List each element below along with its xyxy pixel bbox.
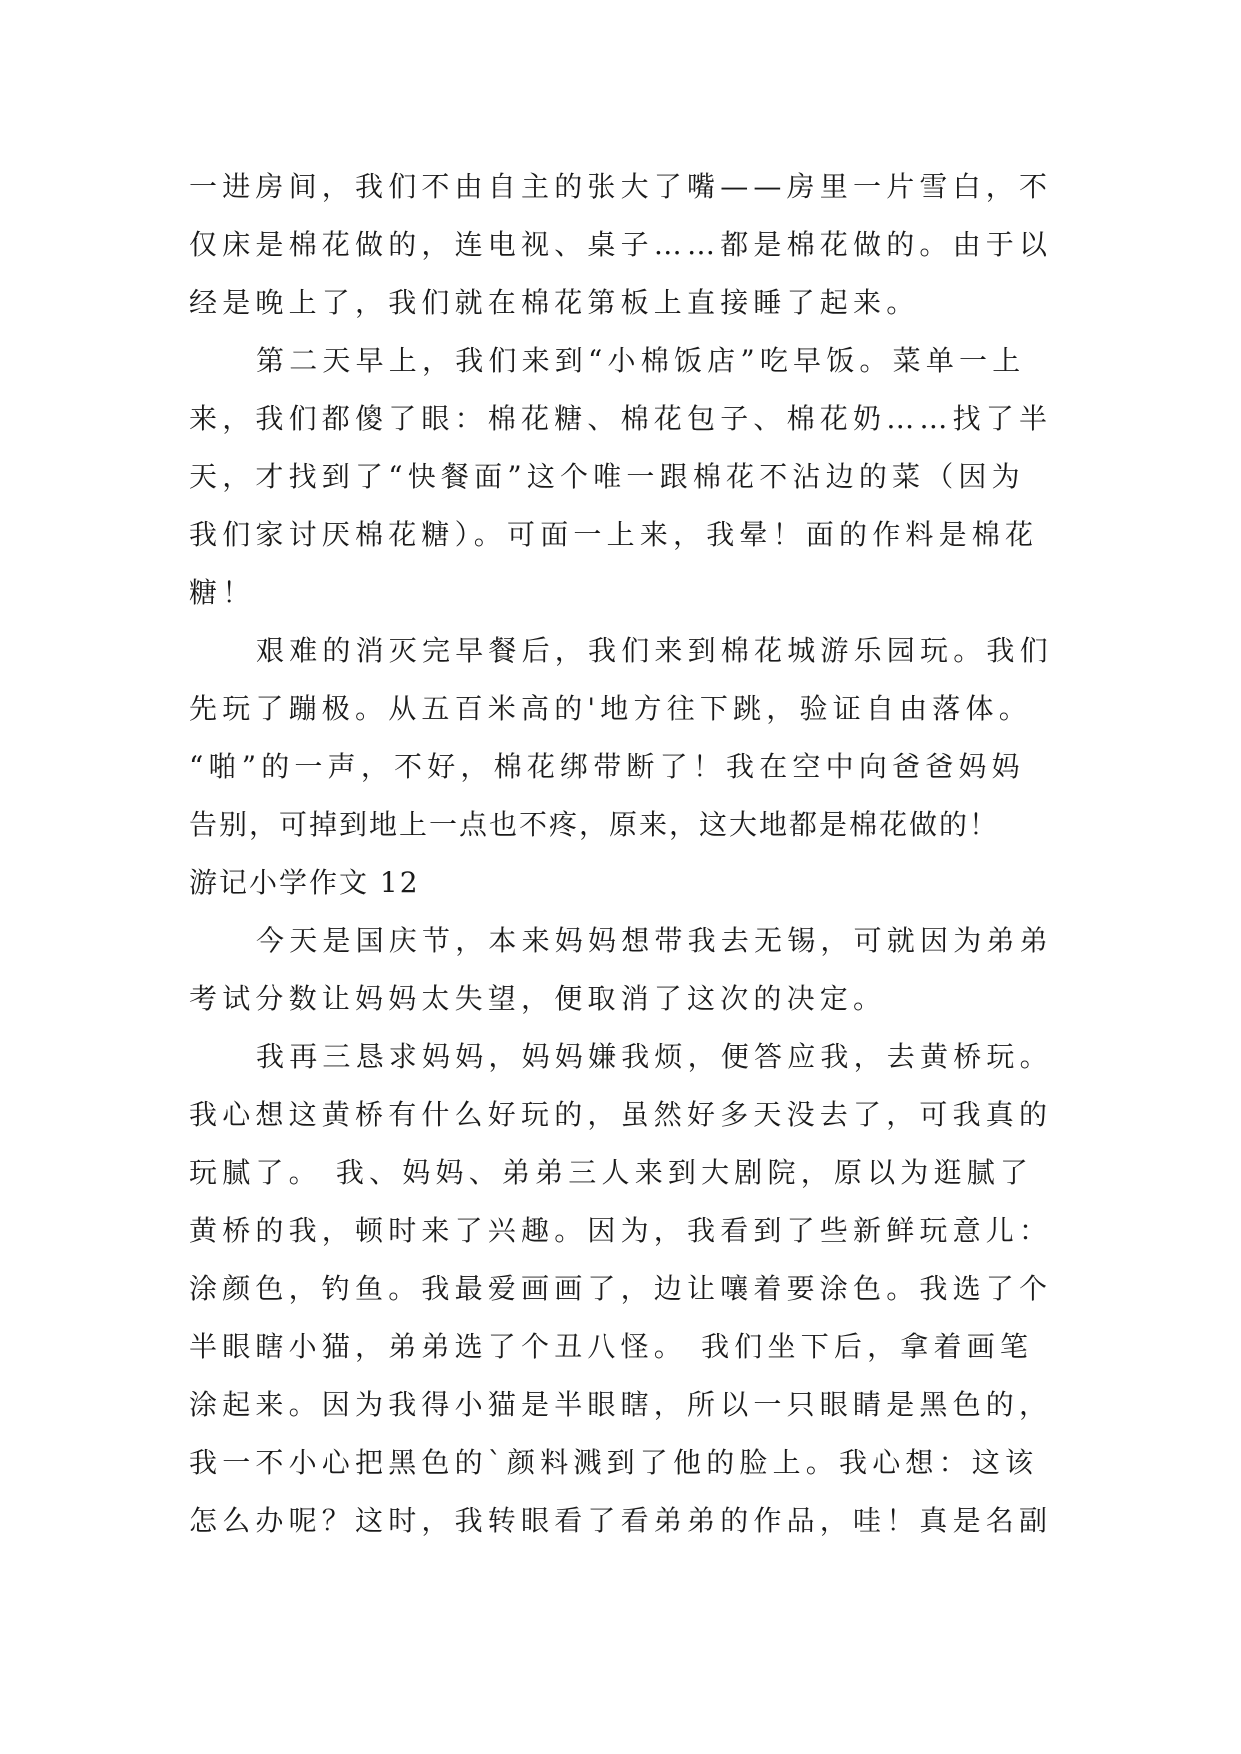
text-line-12: 告别，可掉到地上一点也不疼，原来，这大地都是棉花做的！ bbox=[189, 808, 1000, 841]
text-line-6: 天，才找到了“快餐面”这个唯一跟棉花不沾边的菜（因为 bbox=[189, 460, 1025, 493]
essay-body bbox=[189, 158, 1069, 1550]
text-line-5: 来，我们都傻了眼：棉花糖、棉花包子、棉花奶……找了半 bbox=[189, 402, 1053, 435]
text-line-19: 黄桥的我，顿时来了兴趣。因为，我看到了些新鲜玩意儿： bbox=[189, 1214, 1053, 1247]
text-line-7: 我们家讨厌棉花糖）。可面一上来，我晕！面的作料是棉花 bbox=[189, 518, 1039, 551]
text-line-8: 糖！ bbox=[189, 576, 256, 609]
text-line-18: 玩腻了。 我、妈妈、弟弟三人来到大剧院，原以为逛腻了 bbox=[189, 1156, 1034, 1189]
text-line-20: 涂颜色，钓鱼。我最爱画画了，边让嚷着要涂色。我选了个 bbox=[189, 1272, 1053, 1305]
text-line-22: 涂起来。因为我得小猫是半眼瞎，所以一只眼睛是黑色的， bbox=[189, 1388, 1053, 1421]
text-line-11: “啪”的一声，不好，棉花绑带断了！我在空中向爸爸妈妈 bbox=[189, 750, 1025, 783]
text-line-4: 第二天早上，我们来到“小棉饭店”吃早饭。菜单一上 bbox=[256, 344, 1026, 377]
text-line-9: 艰难的消灭完早餐后，我们来到棉花城游乐园玩。我们 bbox=[256, 634, 1053, 667]
section-heading: 游记小学作文 12 bbox=[189, 866, 420, 899]
text-line-24: 怎么办呢？这时，我转眼看了看弟弟的作品，哇！真是名副 bbox=[189, 1504, 1053, 1537]
text-line-1: 一进房间，我们不由自主的张大了嘴——房里一片雪白，不 bbox=[189, 170, 1053, 203]
text-line-3: 经是晚上了，我们就在棉花第板上直接睡了起来。 bbox=[189, 286, 920, 319]
text-line-14: 今天是国庆节，本来妈妈想带我去无锡，可就因为弟弟 bbox=[256, 924, 1053, 957]
text-line-23: 我一不小心把黑色的`颜料溅到了他的脸上。我心想：这该 bbox=[189, 1446, 1039, 1479]
text-line-2: 仅床是棉花做的，连电视、桌子……都是棉花做的。由于以 bbox=[189, 228, 1053, 261]
text-line-10: 先玩了蹦极。从五百米高的'地方往下跳，验证自由落体。 bbox=[189, 692, 1032, 725]
text-line-15: 考试分数让妈妈太失望，便取消了这次的决定。 bbox=[189, 982, 887, 1015]
text-line-21: 半眼瞎小猫，弟弟选了个丑八怪。 我们坐下后，拿着画笔 bbox=[189, 1330, 1034, 1363]
text-line-17: 我心想这黄桥有什么好玩的，虽然好多天没去了，可我真的 bbox=[189, 1098, 1053, 1131]
text-line-16: 我再三恳求妈妈，妈妈嫌我烦，便答应我，去黄桥玩。 bbox=[256, 1040, 1053, 1073]
